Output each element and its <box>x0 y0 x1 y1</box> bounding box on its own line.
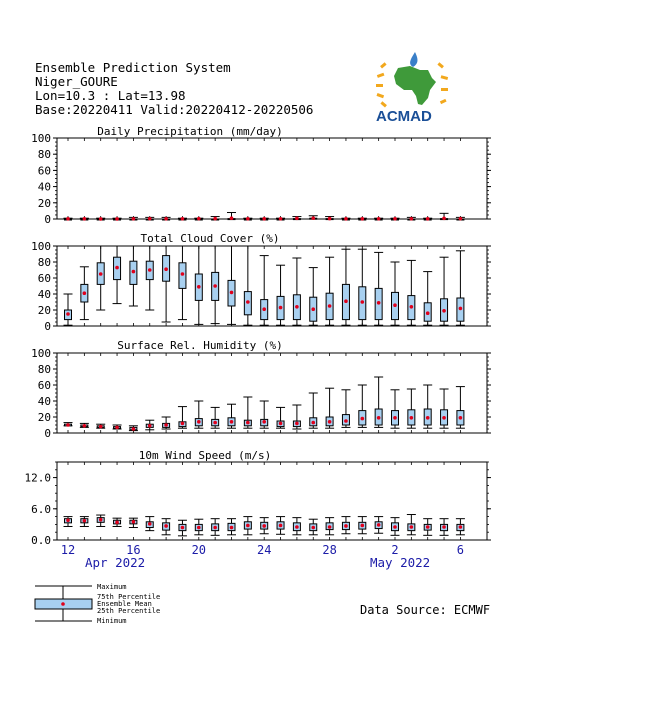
panel-frame <box>57 138 487 219</box>
y-tick-label: 60 <box>37 379 51 392</box>
mean-marker <box>377 301 381 305</box>
mean-marker <box>246 300 250 304</box>
header <box>35 60 313 117</box>
box-plot-17 <box>145 246 154 310</box>
box-plot-26 <box>292 518 301 535</box>
box-plot-16 <box>129 426 138 431</box>
panel-title-precipitation: Daily Precipitation (mm/day) <box>97 125 283 138</box>
box-plot-6 <box>456 217 465 221</box>
mean-marker <box>99 217 103 221</box>
box-plot-15 <box>113 425 122 429</box>
mean-marker <box>262 420 266 424</box>
box-plot-20 <box>194 246 203 324</box>
box-plot-27 <box>309 519 318 535</box>
mean-marker <box>295 525 299 529</box>
mean-marker <box>377 416 381 420</box>
y-tick-label: 0 <box>44 427 51 440</box>
box-plot-30 <box>358 217 367 221</box>
y-tick-label: 6.0 <box>31 502 51 516</box>
box-plot-14 <box>96 424 105 428</box>
box-plot-28 <box>325 388 334 428</box>
x-tick-label: 24 <box>256 543 272 557</box>
mean-marker <box>115 217 119 221</box>
box-plot-24 <box>260 256 269 326</box>
mean-marker <box>132 217 136 221</box>
y-tick-label: 20 <box>37 304 51 317</box>
mean-marker <box>393 217 397 221</box>
mean-marker <box>181 217 185 221</box>
data-source: Data Source: ECMWF <box>360 603 491 617</box>
mean-marker <box>295 305 299 309</box>
mean-marker <box>377 217 381 221</box>
mean-marker <box>442 525 446 529</box>
box-plot-2 <box>391 518 400 536</box>
box-plot-25 <box>276 407 285 428</box>
box-plot-2 <box>391 390 400 428</box>
box-plot-14 <box>96 217 105 221</box>
legend-label-p75: 75th Percentile <box>97 593 161 601</box>
mean-marker <box>148 217 152 221</box>
box-plot-17 <box>145 217 154 221</box>
y-tick-label: 60 <box>37 272 51 285</box>
box-plot-1 <box>374 217 383 221</box>
mean-marker <box>311 421 315 425</box>
mean-marker <box>246 524 250 528</box>
acmad-logo <box>376 52 448 125</box>
box-plot-3 <box>407 515 416 535</box>
mean-marker <box>279 306 283 310</box>
mean-marker <box>311 216 315 220</box>
month-label-apr: Apr 2022 <box>85 555 146 570</box>
header-line3: Lon=10.3 : Lat=13.98 <box>35 88 186 103</box>
box-plot-13 <box>80 517 89 527</box>
box-plot-4 <box>423 272 432 326</box>
box-plot-12 <box>64 294 73 325</box>
panel-title-wind-speed: 10m Wind Speed (m/s) <box>138 449 272 462</box>
box-plot-3 <box>407 217 416 221</box>
mean-marker <box>361 217 365 221</box>
mean-marker <box>328 304 332 308</box>
box-plot-20 <box>194 519 203 535</box>
x-tick-label: 28 <box>322 543 337 557</box>
box-plot-29 <box>341 249 350 325</box>
panel-title-humidity: Surface Rel. Humidity (%) <box>117 339 283 352</box>
mean-marker <box>230 420 234 424</box>
box-plot-17 <box>145 517 154 531</box>
x-tick-label: 16 <box>126 543 141 557</box>
panel-cloud-cover <box>31 232 491 333</box>
mean-marker <box>246 217 250 221</box>
mean-marker <box>344 524 348 528</box>
box-plot-23 <box>243 397 252 428</box>
mean-marker <box>295 217 299 221</box>
box-plot-25 <box>276 265 285 325</box>
mean-marker <box>344 217 348 221</box>
box-plot-6 <box>456 251 465 325</box>
box-plot-16 <box>129 246 138 306</box>
legend-label-mean: Ensemble Mean <box>97 600 152 608</box>
mean-marker <box>442 416 446 420</box>
box-plot-24 <box>260 518 269 534</box>
box-plot-4 <box>423 519 432 536</box>
box-plot-19 <box>178 407 187 429</box>
mean-marker <box>393 303 397 307</box>
mean-marker <box>459 416 463 420</box>
box-plot-22 <box>227 404 236 428</box>
box-plot-25 <box>276 217 285 221</box>
mean-marker <box>83 291 87 295</box>
mean-marker <box>246 421 250 425</box>
box-plot-24 <box>260 217 269 221</box>
mean-marker <box>197 420 201 424</box>
box-plot-22 <box>227 246 236 324</box>
panel-precipitation <box>31 125 491 226</box>
mean-marker <box>410 305 414 309</box>
mean-marker <box>361 417 365 421</box>
mean-marker <box>164 524 168 528</box>
box-plot-15 <box>113 518 122 526</box>
mean-marker <box>230 216 234 220</box>
panel-frame <box>57 462 487 540</box>
box-plot-15 <box>113 217 122 221</box>
header-line1: Ensemble Prediction System <box>35 60 231 75</box>
box-plot-27 <box>309 216 318 220</box>
mean-marker <box>426 525 430 529</box>
mean-marker <box>197 285 201 289</box>
y-tick-label: 0 <box>44 320 51 333</box>
box-plot-30 <box>358 249 367 325</box>
y-tick-label: 12.0 <box>24 471 51 485</box>
mean-marker <box>459 217 463 221</box>
logo-text: ACMAD <box>376 108 432 125</box>
mean-marker <box>442 217 446 221</box>
panel-frame <box>57 246 487 326</box>
legend-label-min: Minimum <box>97 617 127 625</box>
mean-marker <box>344 299 348 303</box>
box-plot-5 <box>440 213 449 220</box>
month-label-may: May 2022 <box>370 555 431 570</box>
y-tick-label: 40 <box>37 180 51 194</box>
box-plot-27 <box>309 268 318 326</box>
mean-marker <box>410 525 414 529</box>
mean-marker <box>115 521 119 525</box>
box-plot-18 <box>162 246 171 322</box>
box-plot-26 <box>292 405 301 429</box>
mean-marker <box>361 300 365 304</box>
box-plot-24 <box>260 401 269 428</box>
box-plot-20 <box>194 401 203 428</box>
mean-marker <box>279 524 283 528</box>
mean-marker <box>132 270 136 274</box>
mean-marker <box>66 312 70 316</box>
box-plot-12 <box>64 423 73 427</box>
water-drop-icon <box>410 52 417 67</box>
mean-marker <box>377 523 381 527</box>
y-tick-label: 80 <box>37 148 51 162</box>
box-plot-2 <box>391 217 400 221</box>
box-plot-23 <box>243 517 252 535</box>
box-plot-28 <box>325 257 334 325</box>
header-line2: Niger_GOURE <box>35 74 118 89</box>
box-plot-1 <box>374 252 383 325</box>
mean-marker <box>295 422 299 426</box>
mean-marker <box>164 267 168 271</box>
mean-marker <box>344 419 348 423</box>
mean-marker <box>148 424 152 428</box>
box-plot-28 <box>325 217 334 221</box>
y-tick-label: 100 <box>31 240 51 253</box>
mean-marker <box>213 217 217 221</box>
mean-marker <box>115 266 119 270</box>
box-plot-1 <box>374 377 383 427</box>
box-plot-21 <box>211 217 220 221</box>
panel-title-cloud-cover: Total Cloud Cover (%) <box>140 232 280 245</box>
mean-marker <box>83 217 87 221</box>
mean-marker <box>148 522 152 526</box>
y-tick-label: 20 <box>37 196 51 210</box>
mean-marker <box>197 526 201 530</box>
mean-marker <box>442 309 446 313</box>
mean-marker <box>164 423 168 427</box>
box-plot-19 <box>178 217 187 221</box>
mean-marker <box>213 421 217 425</box>
mean-marker <box>328 217 332 221</box>
box-plot-19 <box>178 246 187 320</box>
box-plot-29 <box>341 217 350 221</box>
legend-label-p25: 25th Percentile <box>97 607 161 615</box>
box-plot-21 <box>211 246 220 324</box>
mean-marker <box>262 524 266 528</box>
y-tick-label: 60 <box>37 164 51 178</box>
mean-marker <box>181 526 185 530</box>
box-plot-27 <box>309 393 318 428</box>
box-plot-13 <box>80 217 89 221</box>
legend <box>35 583 160 625</box>
y-tick-label: 40 <box>37 288 51 301</box>
x-tick-label: 6 <box>456 543 465 557</box>
mean-marker <box>361 524 365 528</box>
box-plot-6 <box>456 387 465 429</box>
box-plot-4 <box>423 385 432 428</box>
box-plot-29 <box>341 390 350 428</box>
panel-wind-speed <box>25 449 492 547</box>
y-tick-label: 100 <box>31 347 51 360</box>
mean-marker <box>328 420 332 424</box>
mean-marker <box>132 427 136 431</box>
mean-marker <box>83 424 87 428</box>
mean-marker <box>262 217 266 221</box>
panel-humidity <box>31 339 491 440</box>
mean-marker <box>410 416 414 420</box>
mean-marker <box>66 423 70 427</box>
legend-mean-marker <box>61 602 65 606</box>
mean-marker <box>115 426 119 430</box>
mean-marker <box>66 217 70 221</box>
mean-marker <box>328 525 332 529</box>
mean-marker <box>83 519 87 523</box>
box-plot-3 <box>407 260 416 325</box>
mean-marker <box>410 217 414 221</box>
box-plot-22 <box>227 213 236 220</box>
mean-marker <box>213 284 217 288</box>
y-tick-label: 80 <box>37 256 51 269</box>
x-tick-label: 20 <box>191 543 207 557</box>
mean-marker <box>393 525 397 529</box>
box-plot-12 <box>64 517 73 527</box>
y-tick-label: 80 <box>37 363 51 376</box>
mean-marker <box>279 217 283 221</box>
box-plot-2 <box>391 262 400 325</box>
header-line4: Base:20220411 Valid:20220412-20220506 <box>35 102 314 117</box>
x-tick-label: 12 <box>60 543 76 557</box>
box-plot-14 <box>96 246 105 310</box>
box-plot-16 <box>129 518 138 527</box>
box-plot-23 <box>243 246 252 325</box>
box-plot-25 <box>276 517 285 535</box>
africa-map-icon <box>394 66 436 105</box>
box-plot-21 <box>211 519 220 536</box>
mean-marker <box>99 272 103 276</box>
box-plot-18 <box>162 519 171 535</box>
mean-marker <box>66 518 70 522</box>
box-plot-12 <box>64 217 73 221</box>
box-plot-19 <box>178 520 187 536</box>
box-plot-29 <box>341 517 350 534</box>
mean-marker <box>181 272 185 276</box>
mean-marker <box>426 217 430 221</box>
box-plot-15 <box>113 246 122 304</box>
box-plot-1 <box>374 517 383 534</box>
box-plot-13 <box>80 423 89 427</box>
mean-marker <box>197 217 201 221</box>
y-tick-label: 0.0 <box>31 534 51 547</box>
box-plot-13 <box>80 267 89 320</box>
box-plot-20 <box>194 217 203 221</box>
mean-marker <box>426 311 430 315</box>
box-plot-28 <box>325 518 334 535</box>
mean-marker <box>459 307 463 311</box>
box-plot-6 <box>456 519 465 535</box>
mean-marker <box>148 268 152 272</box>
box-plot-18 <box>162 417 171 429</box>
mean-marker <box>99 425 103 429</box>
box-plot-22 <box>227 519 236 535</box>
box-plot-5 <box>440 519 449 536</box>
box-plot-26 <box>292 217 301 221</box>
y-tick-label: 20 <box>37 411 51 424</box>
mean-marker <box>262 307 266 311</box>
mean-marker <box>230 526 234 530</box>
mean-marker <box>213 526 217 530</box>
box-plot-21 <box>211 407 220 428</box>
box-plot-14 <box>96 515 105 526</box>
y-tick-label: 100 <box>31 132 51 145</box>
box-plot-26 <box>292 258 301 325</box>
x-tick-label: 2 <box>391 543 399 557</box>
box-plot-23 <box>243 217 252 221</box>
box-plot-18 <box>162 217 171 221</box>
box-plot-5 <box>440 389 449 428</box>
mean-marker <box>311 526 315 530</box>
mean-marker <box>426 416 430 420</box>
box-plot-30 <box>358 517 367 534</box>
mean-marker <box>99 518 103 522</box>
mean-marker <box>164 217 168 221</box>
box-plot-3 <box>407 389 416 428</box>
box-plot-16 <box>129 217 138 221</box>
y-tick-label: 40 <box>37 395 51 408</box>
mean-marker <box>181 422 185 426</box>
mean-marker <box>393 416 397 420</box>
box-plot-17 <box>145 420 154 430</box>
mean-marker <box>459 525 463 529</box>
box-plot-5 <box>440 257 449 325</box>
mean-marker <box>132 520 136 524</box>
mean-marker <box>230 291 234 295</box>
panel-frame <box>57 353 487 433</box>
legend-label-max: Maximum <box>97 583 127 591</box>
box-plot-30 <box>358 385 367 427</box>
mean-marker <box>311 307 315 311</box>
mean-marker <box>279 422 283 426</box>
y-tick-label: 0 <box>44 213 51 226</box>
box-plot-4 <box>423 217 432 221</box>
